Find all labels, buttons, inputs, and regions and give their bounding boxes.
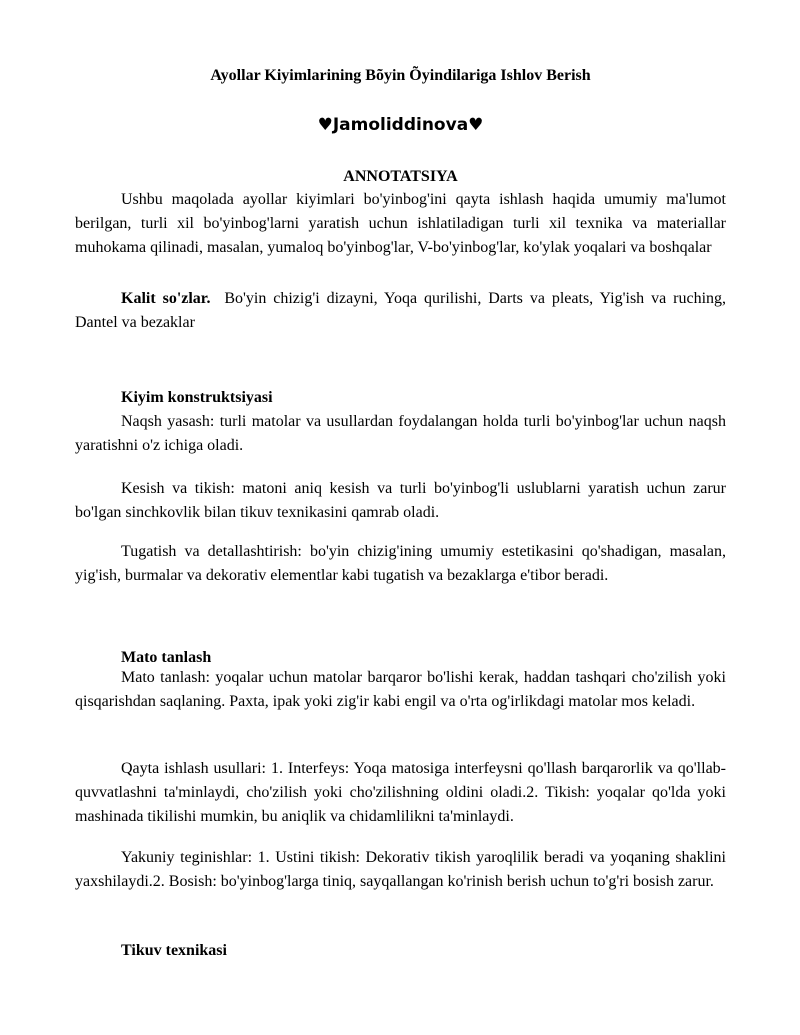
paragraph-fabric-selection: Mato tanlash: yoqalar uchun matolar barqaror bo'lishi kerak, haddan tashqari cho'zilish yoki qisqarishdan saqlaning. Paxta, ipak yoki zig'ir kabi engil va o'rta og'irlikdagi matolar mos keladi. xyxy=(75,669,726,710)
keywords-label: Kalit so'zlar. xyxy=(121,290,211,307)
keywords-text: Bo'yin chizig'i dizayni, Yoqa qurilishi, Darts va pleats, Yig'ish va ruching, Dantel va bezaklar xyxy=(75,290,727,331)
document-title: Ayollar Kiyimlarining Bõyin Õyindilariga Ishlov Berish xyxy=(210,67,591,84)
paragraph-processing-methods: Qayta ishlash usullari: 1. Interfeys: Yoqa matosiga interfeysni qo'llash barqarorlik va qo'llab-quvvatlashni ta'minlaydi, cho'zilish yoki cho'zilishning oldini oladi.2. Tikish: yoqalar qo'lda yoki mashinada tikilishi mumkin, bu aniqlik va chidamlilikni ta'minlaydi. xyxy=(75,760,726,825)
abstract-heading: ANNOTATSIYA xyxy=(343,168,458,185)
author-name: ♥Jamoliddinova♥ xyxy=(317,115,484,135)
paragraph-cutting-sewing: Kesish va tikish: matoni aniq kesish va turli bo'yinbog'li uslublarni yaratish uchun zarur bo'lgan sinchkovlik bilan tikuv texnikasini qamrab oladi. xyxy=(75,480,726,521)
section-heading-fabric: Mato tanlash xyxy=(121,649,212,666)
abstract-paragraph: Ushbu maqolada ayollar kiyimlari bo'yinbog'ini qayta ishlash haqida umumiy ma'lumot berilgan, turli xil bo'yinbog'larni yaratish uchun ishlatiladigan turli xil texnika va materiallar muhokama qilinadi, masalan, yumaloq bo'yinbog'lar, V-bo'yinbog'lar, ko'ylak yoqalari va boshqalar xyxy=(75,191,726,256)
paragraph-pattern-making: Naqsh yasash: turli matolar va usullardan foydalangan holda turli bo'yinbog'lar uchun naqsh yaratishni o'z ichiga oladi. xyxy=(75,413,726,454)
section-heading-construction: Kiyim konstruktsiyasi xyxy=(121,389,273,406)
keywords-paragraph xyxy=(75,287,726,335)
section-heading-sewing: Tikuv texnikasi xyxy=(121,942,227,959)
paragraph-finishing: Tugatish va detallashtirish: bo'yin chizig'ining umumiy estetikasini qo'shadigan, masalan, yig'ish, burmalar va dekorativ elementlar kabi tugatish va bezaklarga e'tibor beradi. xyxy=(75,543,726,584)
paragraph-final-touches: Yakuniy teginishlar: 1. Ustini tikish: Dekorativ tikish yaroqlilik beradi va yoqaning shaklini yaxshilaydi.2. Bosish: bo'yinbog'larga tiniq, sayqallangan ko'rinish berish uchun to'g'ri bosish zarur. xyxy=(75,849,726,890)
